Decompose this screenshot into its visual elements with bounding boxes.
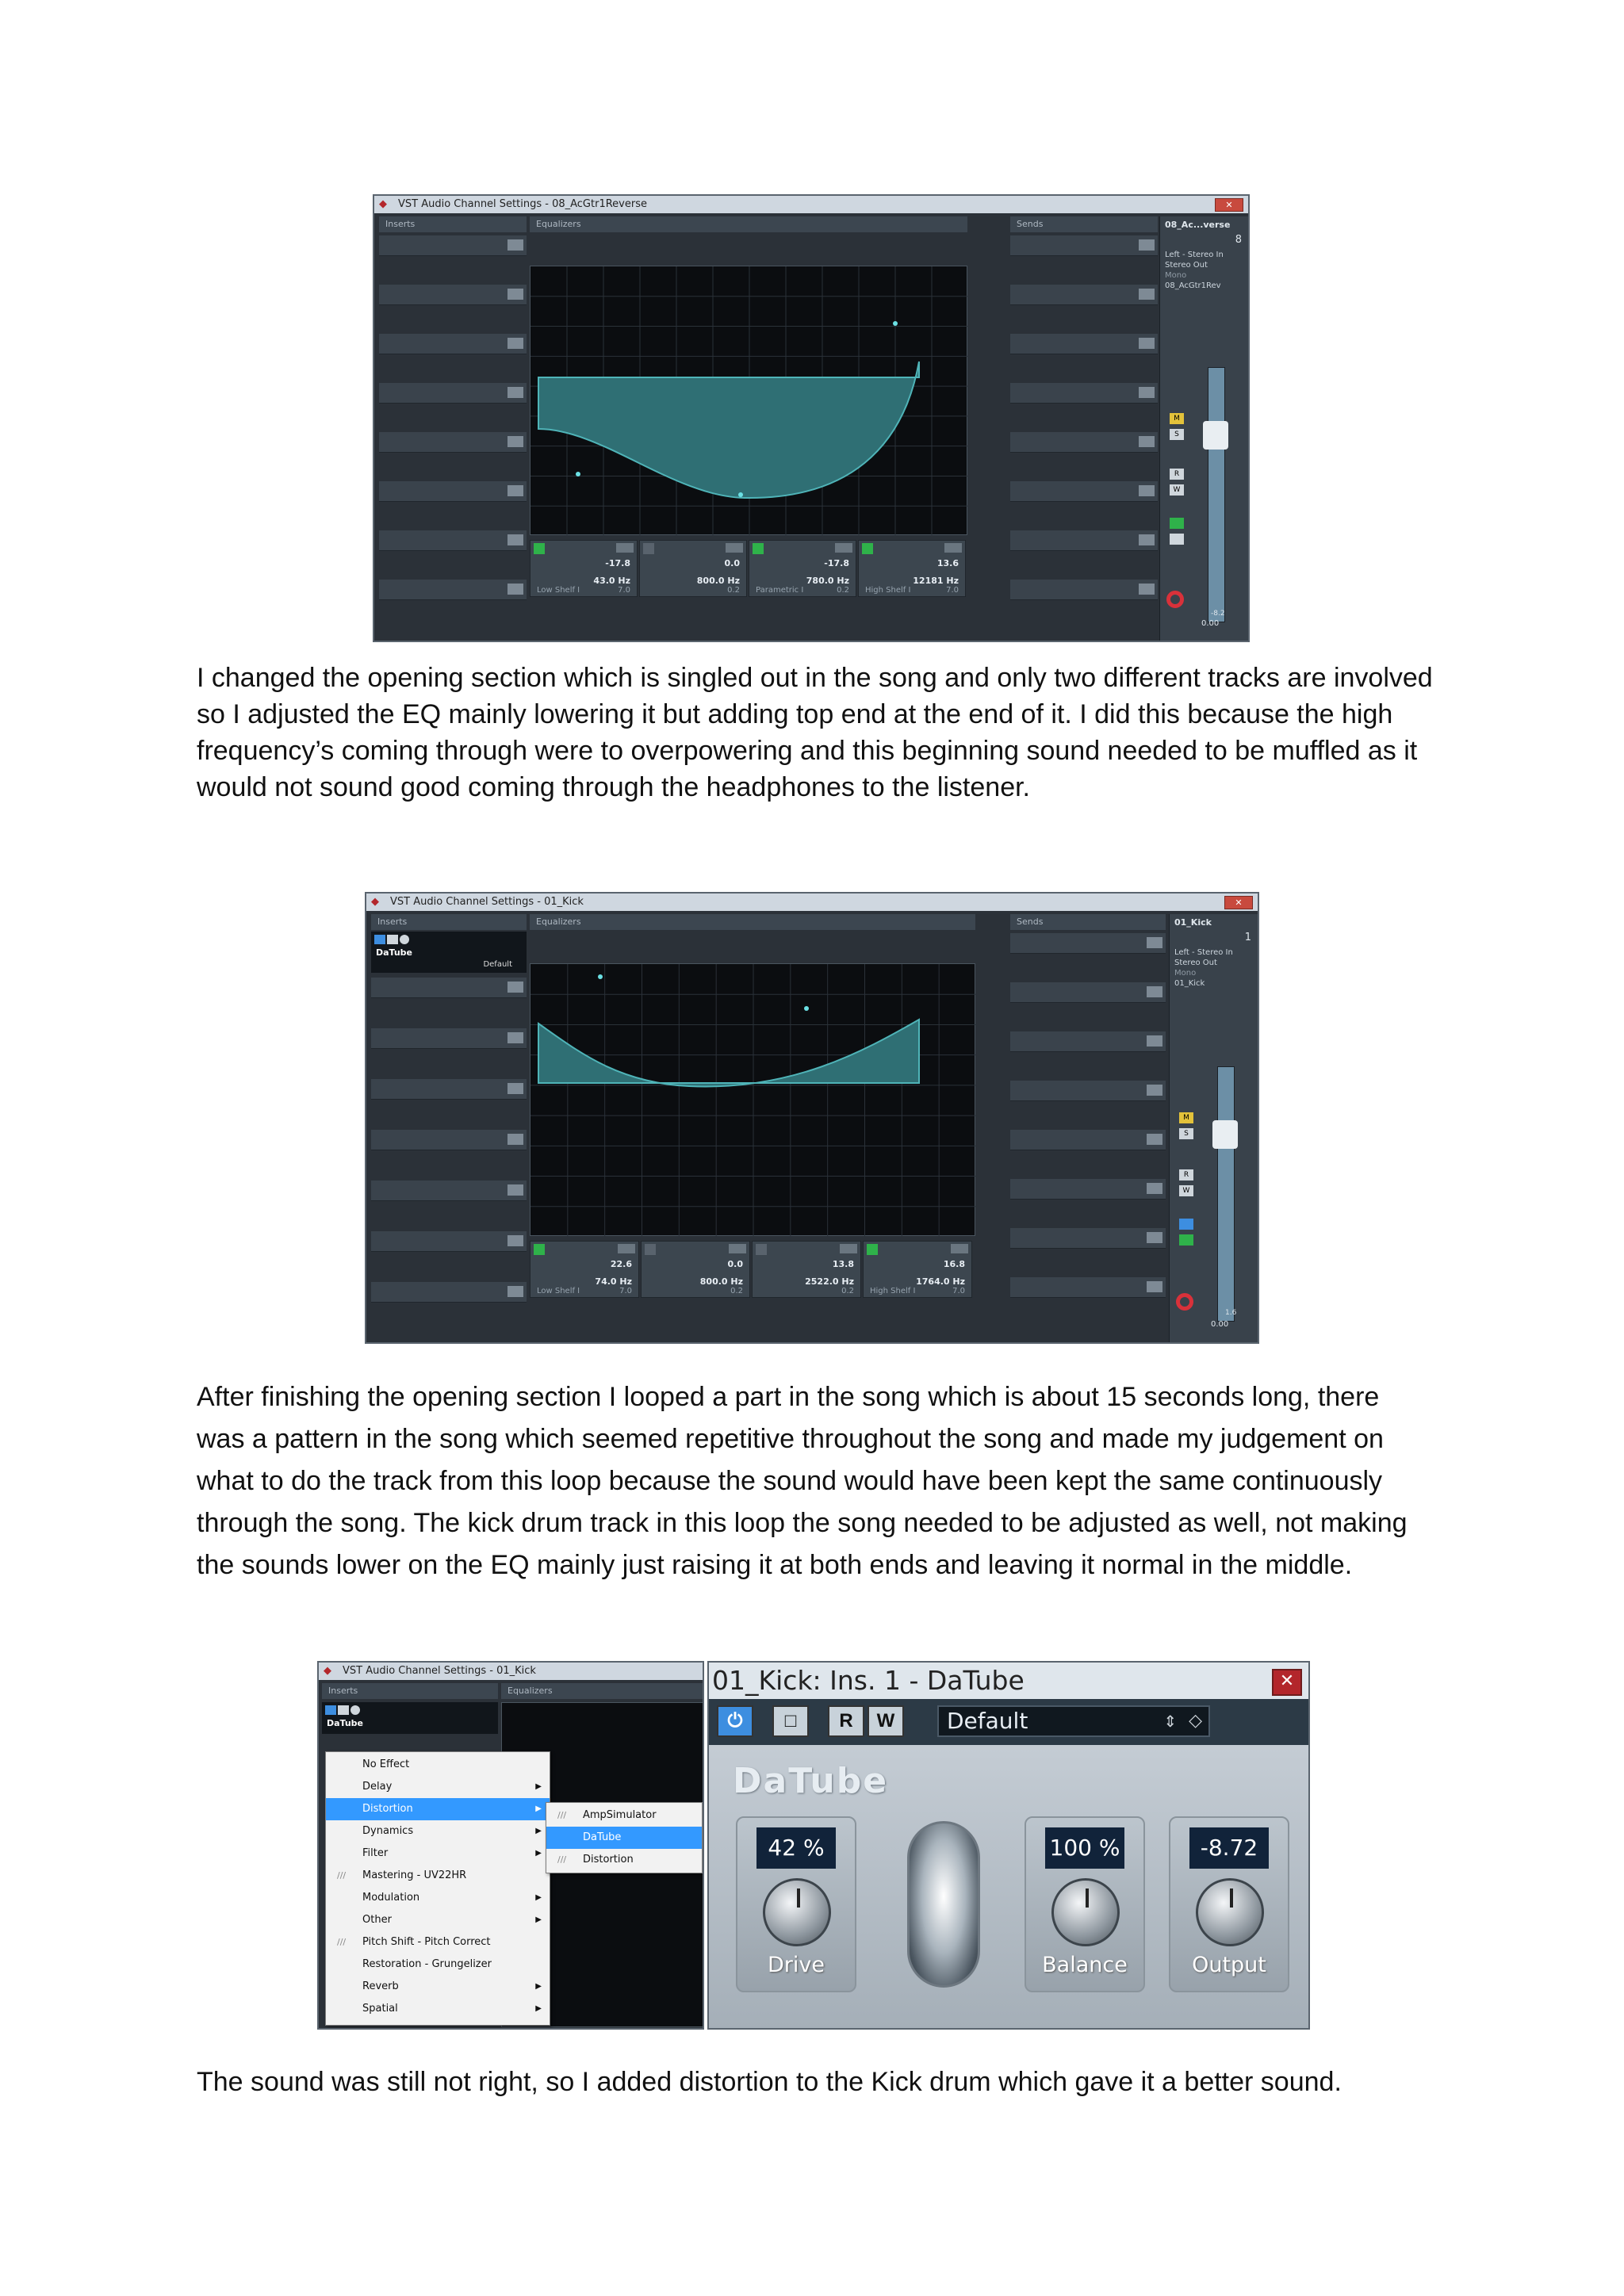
output-control	[1169, 1816, 1289, 1992]
shell-plugin-icon: ///	[557, 1810, 567, 1820]
menu-item-label: Other	[362, 1914, 392, 1926]
output-value: -8.72	[1189, 1827, 1269, 1869]
menu-item-label: DaTube	[583, 1831, 622, 1843]
drive-control	[736, 1816, 856, 1992]
channel-settings-window-1	[373, 194, 1250, 642]
slot-number-tag	[1147, 1085, 1162, 1096]
inserts-header-label: Inserts	[377, 916, 408, 927]
eq-node-3[interactable]	[738, 492, 743, 497]
slot[interactable]	[1010, 432, 1158, 453]
preset-menu-icon[interactable]: ◇	[1189, 1711, 1202, 1731]
band-gain: 13.8	[832, 1259, 854, 1269]
slot[interactable]	[371, 1028, 527, 1049]
read-button[interactable]: R	[1179, 1169, 1193, 1181]
paragraph-3: The sound was still not right, so I added distortion to the Kick drum which gave it a better sound.	[197, 2067, 1342, 2097]
submenu-arrow-icon: ▶	[535, 1893, 542, 1902]
output-routing[interactable]: Stereo Out	[1174, 959, 1217, 967]
plugin-panel	[709, 1745, 1308, 2028]
power-button[interactable]: ⏻	[717, 1705, 753, 1737]
band-frequency: 2522.0 Hz	[805, 1276, 854, 1287]
band-type: High Shelf I	[865, 586, 911, 595]
band-type: High Shelf I	[870, 1287, 916, 1295]
menu-item-label: Distortion	[583, 1854, 634, 1866]
slot-number-tag	[508, 1184, 523, 1196]
band-menu-tag[interactable]	[951, 1244, 968, 1253]
meter-value: -8.2	[1211, 610, 1225, 618]
insert-plugin-name[interactable]: DaTube	[327, 1718, 364, 1728]
slot[interactable]	[379, 580, 527, 600]
record-enable-button[interactable]	[1170, 534, 1184, 545]
slot-number-tag	[1139, 289, 1155, 300]
slot-number-tag	[1147, 986, 1162, 997]
band-frequency: 800.0 Hz	[699, 1276, 743, 1287]
eq-curve-svg	[530, 964, 976, 1237]
sends-header	[1010, 914, 1166, 930]
slot-number-tag	[1139, 436, 1155, 447]
slot[interactable]	[1010, 530, 1158, 551]
eq-band-4[interactable]	[858, 540, 966, 597]
slot-number-tag	[1139, 338, 1155, 349]
cubase-logo-icon: ◆	[379, 198, 387, 210]
eq-node-1[interactable]	[598, 974, 603, 979]
window-title: VST Audio Channel Settings - 01_Kick	[390, 896, 584, 908]
band-power-icon[interactable]	[756, 1244, 767, 1255]
slot[interactable]	[1010, 1179, 1166, 1200]
volume-fader-handle[interactable]	[1212, 1120, 1238, 1149]
monitor-button[interactable]	[1170, 518, 1184, 529]
write-button[interactable]: W	[1179, 1185, 1193, 1196]
menu-item[interactable]	[326, 1976, 550, 1998]
close-button[interactable]: ✕	[1224, 896, 1253, 909]
read-button[interactable]: R	[1170, 469, 1184, 480]
slot-number-tag	[508, 584, 523, 595]
slot-number-tag	[508, 239, 523, 251]
solo-button[interactable]: S	[1170, 429, 1184, 440]
balance-control	[1025, 1816, 1145, 1992]
preset-stepper-icon[interactable]: ⇕	[1163, 1712, 1177, 1731]
channel-settings-window-2	[365, 892, 1259, 1344]
preset-name: Default	[947, 1708, 1028, 1734]
menu-item-label: Restoration - Grungelizer	[362, 1958, 492, 1970]
menu-item[interactable]	[326, 1754, 550, 1776]
write-automation-button[interactable]: W	[868, 1705, 904, 1737]
eq-band-4[interactable]	[863, 1241, 972, 1298]
channel-settings-window-3	[317, 1661, 704, 2030]
slot-number-tag	[1139, 239, 1155, 251]
insert-power-icon[interactable]	[325, 1705, 336, 1715]
menu-item[interactable]	[546, 1804, 702, 1827]
menu-item[interactable]	[326, 1776, 550, 1798]
channel-strip	[1159, 216, 1248, 641]
band-q: 0.2	[727, 586, 740, 595]
band-power-icon[interactable]	[645, 1244, 656, 1255]
shell-plugin-icon: ///	[337, 1870, 347, 1881]
channel-number: 1	[1244, 932, 1251, 943]
drive-label: Drive	[768, 1953, 825, 1977]
inserts-header	[322, 1683, 498, 1699]
output-label: Output	[1192, 1953, 1266, 1977]
plugin-title: 01_Kick: Ins. 1 - DaTube	[712, 1665, 1025, 1696]
band-q: 7.0	[952, 1287, 965, 1295]
plugin-brand: DaTube	[733, 1761, 889, 1801]
equalizers-header	[501, 1683, 704, 1699]
menu-item-label: Dynamics	[362, 1825, 414, 1837]
slot-number-tag	[508, 534, 523, 545]
mono-label: Mono	[1165, 271, 1187, 280]
slot[interactable]	[1010, 580, 1158, 600]
insert-slot-1[interactable]	[371, 932, 527, 973]
slot[interactable]	[1010, 235, 1158, 256]
band-menu-tag[interactable]	[618, 1244, 635, 1253]
track-name: 01_Kick	[1174, 979, 1205, 988]
slot-number-tag	[1147, 1035, 1162, 1047]
slot[interactable]	[371, 1079, 527, 1100]
menu-item[interactable]	[326, 1887, 550, 1909]
paragraph-1: I changed the opening section which is singled out in the song and only two different tracks are involved so I adjusted the EQ mainly lowering it but adding top end at the end of it. I did this because the high frequency’s coming through were to overpowering and this beginning sound needed to be muffled as it would not sound good coming through the headphones to the listener.	[197, 663, 1433, 802]
plugin-toolbar	[709, 1699, 1308, 1745]
eq-curve-svg	[530, 266, 968, 536]
band-frequency: 12181 Hz	[913, 576, 959, 586]
eq-node-4[interactable]	[893, 321, 898, 326]
submenu-arrow-icon: ▶	[535, 2004, 542, 2013]
band-frequency: 1764.0 Hz	[916, 1276, 965, 1287]
record-enable-button[interactable]	[1179, 1234, 1193, 1246]
band-q: 7.0	[946, 586, 959, 595]
balance-label: Balance	[1042, 1953, 1128, 1977]
inserts-header-label: Inserts	[328, 1686, 358, 1696]
band-q: 7.0	[618, 586, 630, 595]
cubase-logo-icon: ◆	[324, 1665, 331, 1677]
eq-curve	[538, 362, 919, 498]
band-q: 0.2	[841, 1287, 854, 1295]
slot[interactable]	[1010, 933, 1166, 954]
band-gain: -17.8	[605, 558, 630, 568]
band-q: 0.2	[837, 586, 849, 595]
submenu-arrow-icon: ▶	[535, 1804, 542, 1813]
slot-number-tag	[1147, 1183, 1162, 1194]
slot-number-tag	[1139, 387, 1155, 398]
paragraph-2: After finishing the opening section I looped a part in the song which is about 15 seconds long, there was a pattern in the song which seemed repetitive throughout the song and made my judgement on what to do the track from this loop because the sound would have been kept the same continuously through the song. The kick drum track in this loop the song needed to be adjusted as well, not making the sounds lower on the EQ mainly just raising it at both ends and leaving it normal in the middle.	[197, 1382, 1408, 1580]
balance-knob[interactable]	[1051, 1878, 1120, 1946]
submenu-arrow-icon: ▶	[535, 1915, 542, 1924]
slot[interactable]	[371, 1282, 527, 1303]
insert-edit-icon[interactable]	[400, 935, 409, 944]
submenu-arrow-icon: ▶	[535, 1849, 542, 1858]
equalizers-header-label: Equalizers	[536, 219, 581, 229]
slot[interactable]	[371, 978, 527, 998]
menu-item-label: No Effect	[362, 1758, 410, 1770]
menu-item[interactable]	[326, 1998, 550, 2020]
window-title: VST Audio Channel Settings - 08_AcGtr1Reverse	[398, 198, 647, 210]
slot[interactable]	[379, 383, 527, 404]
band-power-icon[interactable]	[867, 1244, 878, 1255]
slot[interactable]	[379, 235, 527, 256]
slot[interactable]	[1010, 334, 1158, 354]
distortion-submenu	[546, 1802, 703, 1873]
inserts-header	[371, 914, 527, 930]
output-knob[interactable]	[1196, 1878, 1264, 1946]
band-frequency: 800.0 Hz	[696, 576, 740, 586]
band-menu-tag[interactable]	[944, 543, 962, 553]
band-type: Parametric I	[756, 586, 804, 595]
submenu-arrow-icon: ▶	[535, 1827, 542, 1835]
channel-name: 08_Ac...verse	[1165, 220, 1231, 230]
slot-number-tag	[1147, 1281, 1162, 1292]
meter-value: 1.6	[1225, 1309, 1237, 1317]
slot-number-tag	[508, 1134, 523, 1145]
pan-knob[interactable]	[1166, 591, 1184, 608]
slot-number-tag	[508, 387, 523, 398]
insert-preset[interactable]: Default	[483, 960, 512, 969]
insert-plugin-name[interactable]: DaTube	[376, 947, 413, 958]
slot[interactable]	[1010, 1081, 1166, 1101]
window-title-bar	[374, 196, 1248, 213]
mono-label: Mono	[1174, 969, 1197, 978]
slot[interactable]	[1010, 1228, 1166, 1249]
menu-item[interactable]	[326, 1909, 550, 1931]
slot-number-tag	[508, 1235, 523, 1246]
preset-selector[interactable]	[937, 1705, 1210, 1737]
volume-fader-handle[interactable]	[1203, 421, 1228, 450]
balance-value: 100 %	[1045, 1827, 1124, 1869]
equalizers-header-label: Equalizers	[508, 1686, 553, 1696]
sends-header-label: Sends	[1017, 916, 1044, 927]
channel-strip	[1169, 914, 1258, 1342]
band-gain: 0.0	[727, 1259, 743, 1269]
menu-item[interactable]	[326, 1798, 550, 1820]
close-button[interactable]: ✕	[1215, 198, 1243, 212]
monitor-button[interactable]	[1179, 1219, 1193, 1230]
eq-band-1[interactable]	[530, 540, 638, 597]
slot-number-tag	[508, 338, 523, 349]
band-gain: 13.6	[936, 558, 959, 568]
menu-item-label: Mastering - UV22HR	[362, 1869, 467, 1881]
slot[interactable]	[379, 334, 527, 354]
menu-item-label: Distortion	[362, 1803, 413, 1815]
inserts-header	[379, 216, 527, 232]
menu-item[interactable]	[546, 1849, 702, 1871]
slot-number-tag	[1147, 937, 1162, 948]
menu-item[interactable]	[326, 1843, 550, 1865]
fader-value: 0.00	[1201, 619, 1220, 628]
band-q: 7.0	[619, 1287, 632, 1295]
drive-value: 42 %	[756, 1827, 836, 1869]
equalizers-header-label: Equalizers	[536, 916, 581, 927]
slot[interactable]	[379, 432, 527, 453]
volume-fader-track[interactable]	[1208, 367, 1225, 622]
slot-number-tag	[508, 1032, 523, 1043]
eq-band-3[interactable]	[752, 1241, 861, 1298]
routing-list	[1174, 947, 1252, 989]
slot[interactable]	[379, 530, 527, 551]
menu-item-label: Modulation	[362, 1892, 420, 1904]
eq-node-1[interactable]	[576, 472, 580, 476]
drive-knob[interactable]	[763, 1878, 831, 1946]
eq-band-3[interactable]	[749, 540, 856, 597]
band-frequency: 74.0 Hz	[595, 1276, 632, 1287]
close-button[interactable]: ✕	[1272, 1669, 1302, 1696]
write-button[interactable]: W	[1170, 484, 1184, 496]
band-q: 0.2	[730, 1287, 743, 1295]
eq-node-4[interactable]	[804, 1006, 809, 1011]
eq-band-2[interactable]	[639, 540, 747, 597]
equalizers-header	[530, 216, 967, 232]
read-automation-button[interactable]: R	[828, 1705, 864, 1737]
slot[interactable]	[1010, 383, 1158, 404]
window-title-bar	[366, 894, 1258, 911]
eq-curve-display[interactable]	[530, 266, 967, 535]
band-power-icon[interactable]	[862, 543, 873, 554]
slot-number-tag	[1139, 584, 1155, 595]
channel-name: 01_Kick	[1174, 917, 1212, 928]
slot[interactable]	[371, 1231, 527, 1252]
insert-edit-icon[interactable]	[350, 1705, 360, 1715]
fader-value: 0.00	[1211, 1320, 1229, 1329]
menu-item-label: Reverb	[362, 1980, 399, 1992]
channel-number: 8	[1235, 234, 1242, 246]
slot-number-tag	[1139, 534, 1155, 545]
equalizers-header	[530, 914, 975, 930]
slot[interactable]	[1010, 1130, 1166, 1150]
solo-button[interactable]: S	[1179, 1128, 1193, 1139]
band-gain: 22.6	[610, 1259, 632, 1269]
insert-bypass-icon[interactable]	[387, 935, 398, 944]
output-routing[interactable]: Stereo Out	[1165, 261, 1208, 270]
eq-curve	[538, 1020, 919, 1086]
window-title-bar	[319, 1663, 703, 1680]
slot-number-tag	[508, 1083, 523, 1094]
plugin-title-bar	[709, 1663, 1308, 1699]
mute-button[interactable]: M	[1179, 1112, 1193, 1123]
band-frequency: 780.0 Hz	[806, 576, 849, 586]
slot[interactable]	[1010, 1031, 1166, 1052]
menu-item-label: Pitch Shift - Pitch Correct	[362, 1936, 491, 1948]
menu-item-label: Delay	[362, 1781, 393, 1793]
pan-knob[interactable]	[1176, 1293, 1193, 1311]
shell-plugin-icon: ///	[337, 1937, 347, 1947]
menu-item[interactable]	[326, 1820, 550, 1843]
track-name: 08_AcGtr1Rev	[1165, 281, 1221, 290]
submenu-arrow-icon: ▶	[535, 1982, 542, 1991]
slot-number-tag	[1147, 1134, 1162, 1145]
volume-fader-track[interactable]	[1217, 1066, 1235, 1322]
eq-curve-display[interactable]	[530, 963, 975, 1236]
band-gain: -17.8	[824, 558, 849, 568]
menu-item[interactable]	[326, 1865, 550, 1887]
band-power-icon[interactable]	[753, 543, 764, 554]
inserts-header-label: Inserts	[385, 219, 416, 229]
input-routing[interactable]: Left - Stereo In	[1165, 251, 1224, 259]
menu-item-label: Spatial	[362, 2003, 398, 2015]
slot[interactable]	[379, 481, 527, 502]
band-type: Low Shelf I	[537, 1287, 580, 1295]
eq-band-1[interactable]	[530, 1241, 639, 1298]
sends-header-label: Sends	[1017, 219, 1044, 229]
slot[interactable]	[1010, 1277, 1166, 1298]
insert-power-icon[interactable]	[374, 935, 385, 944]
menu-item-label: Filter	[362, 1847, 389, 1859]
band-power-icon[interactable]	[643, 543, 654, 554]
cubase-logo-icon: ◆	[371, 896, 379, 908]
band-menu-tag[interactable]	[835, 543, 852, 553]
sends-header	[1010, 216, 1158, 232]
band-gain: 0.0	[724, 558, 740, 568]
slot[interactable]	[371, 1181, 527, 1201]
band-type: Low Shelf I	[537, 586, 580, 595]
band-menu-tag[interactable]	[729, 1244, 746, 1253]
mute-button[interactable]: M	[1170, 413, 1184, 424]
insert-slot-1[interactable]	[322, 1702, 498, 1734]
slot[interactable]	[379, 285, 527, 305]
slot[interactable]	[1010, 285, 1158, 305]
slot[interactable]	[1010, 982, 1166, 1003]
band-power-icon[interactable]	[534, 1244, 545, 1255]
submenu-arrow-icon: ▶	[535, 1782, 542, 1791]
slot-number-tag	[1147, 1232, 1162, 1243]
band-menu-tag[interactable]	[726, 543, 743, 553]
menu-item[interactable]	[326, 1931, 550, 1954]
slot[interactable]	[371, 1130, 527, 1150]
slot-number-tag	[1139, 485, 1155, 496]
slot-number-tag	[508, 289, 523, 300]
eq-band-2[interactable]	[641, 1241, 750, 1298]
band-power-icon[interactable]	[534, 543, 545, 554]
slot-number-tag	[508, 982, 523, 993]
datube-plugin-window	[707, 1661, 1310, 2030]
band-frequency: 43.0 Hz	[593, 576, 630, 586]
routing-list	[1165, 250, 1243, 291]
band-gain: 16.8	[943, 1259, 965, 1269]
insert-bypass-icon[interactable]	[338, 1705, 349, 1715]
shell-plugin-icon: ///	[557, 1854, 567, 1865]
menu-item[interactable]	[326, 1954, 550, 1976]
band-menu-tag[interactable]	[616, 543, 634, 553]
tube-graphic	[907, 1821, 980, 1988]
bypass-button[interactable]: □	[772, 1705, 809, 1737]
input-routing[interactable]: Left - Stereo In	[1174, 948, 1233, 957]
slot[interactable]	[1010, 481, 1158, 502]
menu-item[interactable]	[546, 1827, 702, 1849]
slot-number-tag	[508, 436, 523, 447]
menu-item-label: AmpSimulator	[583, 1809, 657, 1821]
slot-number-tag	[508, 485, 523, 496]
plugin-category-menu	[325, 1751, 550, 2026]
band-menu-tag[interactable]	[840, 1244, 857, 1253]
window-title: VST Audio Channel Settings - 01_Kick	[343, 1665, 536, 1677]
slot-number-tag	[508, 1286, 523, 1297]
